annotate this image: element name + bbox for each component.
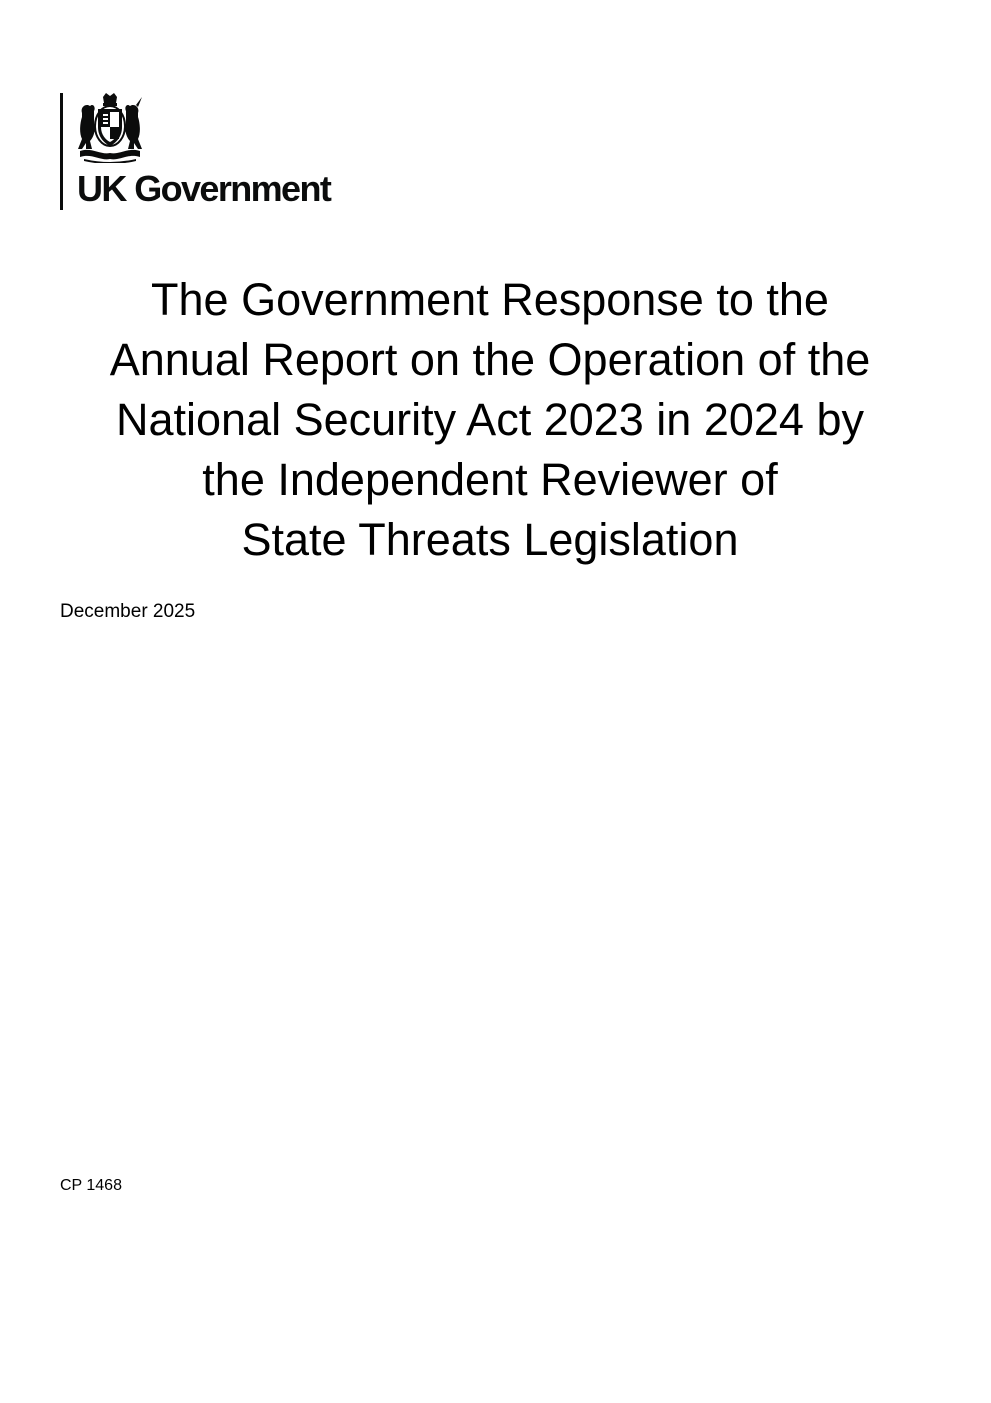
publication-date: December 2025 bbox=[60, 601, 196, 622]
document-title bbox=[40, 270, 940, 570]
organisation-name: UK Government bbox=[77, 168, 331, 209]
title-line-2: Annual Report on the Operation of the bbox=[109, 334, 871, 385]
command-paper-number: CP 1468 bbox=[60, 1177, 122, 1194]
title-line-4: the Independent Reviewer of bbox=[202, 454, 778, 505]
royal-coat-of-arms-icon bbox=[76, 93, 144, 163]
logo-divider-line bbox=[60, 93, 63, 210]
uk-government-logo bbox=[60, 93, 380, 210]
title-line-5: State Threats Legislation bbox=[241, 514, 739, 565]
title-line-1: The Government Response to the bbox=[151, 274, 829, 325]
title-line-3: National Security Act 2023 in 2024 by bbox=[116, 394, 864, 445]
